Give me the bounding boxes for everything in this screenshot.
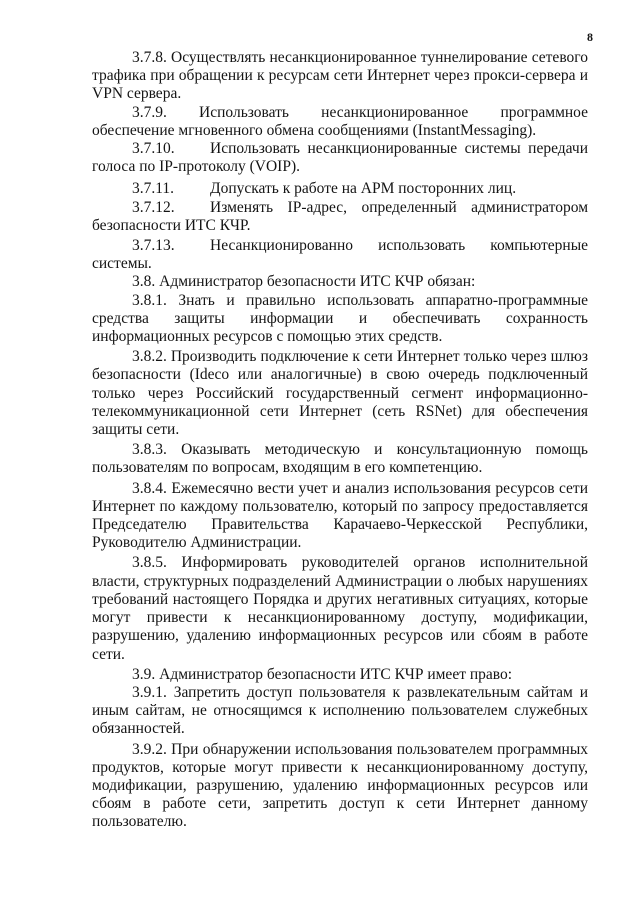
- clause-3-9-1: 3.9.1. Запретить доступ пользователя к развлекательным сайтам и иным сайтам, не относящимся к исполнению пользователем служебных обязанностей.: [92, 683, 588, 738]
- clause-text-continued: голоса по IP-протоколу (VOIP).: [92, 158, 301, 176]
- clause-text-continued: системы.: [92, 255, 152, 273]
- clause-3-7-11: [92, 180, 588, 198]
- clause-number: 3.7.13.: [132, 237, 175, 255]
- clause-3-7-9: 3.7.9. Использовать несанкционированное программное обеспечение мгновенного обмена сообщениями (InstantMessaging).: [92, 103, 588, 139]
- clause-text: Допускать к работе на АРМ посторонних лиц.: [210, 180, 517, 198]
- clause-3-9-2: 3.9.2. При обнаружении использования пользователем программных продуктов, которые могут привести к несанкционированному доступу, модификации, разрушению, удалению информационных ресурсов или сбоям в работе сети, запретить доступ к сети Интернет данному пользователю.: [92, 740, 588, 831]
- clause-3-7-10: [92, 140, 588, 176]
- clause-3-8-4: 3.8.4. Ежемесячно вести учет и анализ использования ресурсов сети Интернет по каждому пользователю, который по запросу предоставляется Председателю Правительства Карачаево-Черкесской Республики, Руководителю Администрации.: [92, 479, 588, 552]
- clause-text-continued: безопасности ИТС КЧР.: [92, 216, 251, 234]
- clause-3-8-1: 3.8.1. Знать и правильно использовать аппаратно-программные средства защиты информации и обеспечивать сохранность информационных ресурсов с помощью этих средств.: [92, 291, 588, 346]
- clause-3-8-2: 3.8.2. Производить подключение к сети Интернет только через шлюз безопасности (Ideco или аналогичные) в свою очередь подключенный только через Российский государственный сегмент информационно-телекоммуникационной сети Интернет (сеть RSNet) для обеспечения защиты сети.: [92, 348, 588, 439]
- clause-3-7-13: [92, 237, 588, 273]
- clause-number: 3.7.11.: [132, 180, 175, 198]
- section-3-9-heading: 3.9. Администратор безопасности ИТС КЧР имеет право:: [132, 665, 513, 683]
- clause-text: Использовать несанкционированные системы передачи: [210, 140, 588, 158]
- clause-3-8-3: 3.8.3. Оказывать методическую и консультационную помощь пользователям по вопросам, входящим в его компетенцию.: [92, 441, 588, 477]
- clause-number: 3.7.10.: [132, 140, 175, 158]
- clause-text: Несанкционированно использовать компьютерные: [210, 237, 588, 255]
- clause-text: Изменять IP-адрес, определенный администратором: [210, 198, 588, 216]
- page-number: 8: [587, 30, 593, 44]
- section-3-8-heading: 3.8. Администратор безопасности ИТС КЧР обязан:: [132, 273, 476, 291]
- document-body: [92, 49, 588, 832]
- clause-3-7-8: 3.7.8. Осуществлять несанкционированное туннелирование сетевого трафика при обращении к ресурсам сети Интернет через прокси-сервера и VPN сервера.: [92, 49, 588, 103]
- clause-3-7-12: [92, 199, 588, 235]
- clause-number: 3.7.12.: [132, 198, 175, 216]
- clause-3-8-5: 3.8.5. Информировать руководителей органов исполнительной власти, структурных подразделений Администрации о любых нарушениях требований настоящего Порядка и других негативных ситуациях, которые могут привести к несанкционированному доступу, модификации, разрушению, удалению информационных ресурсов или сбоям в работе сети.: [92, 554, 588, 663]
